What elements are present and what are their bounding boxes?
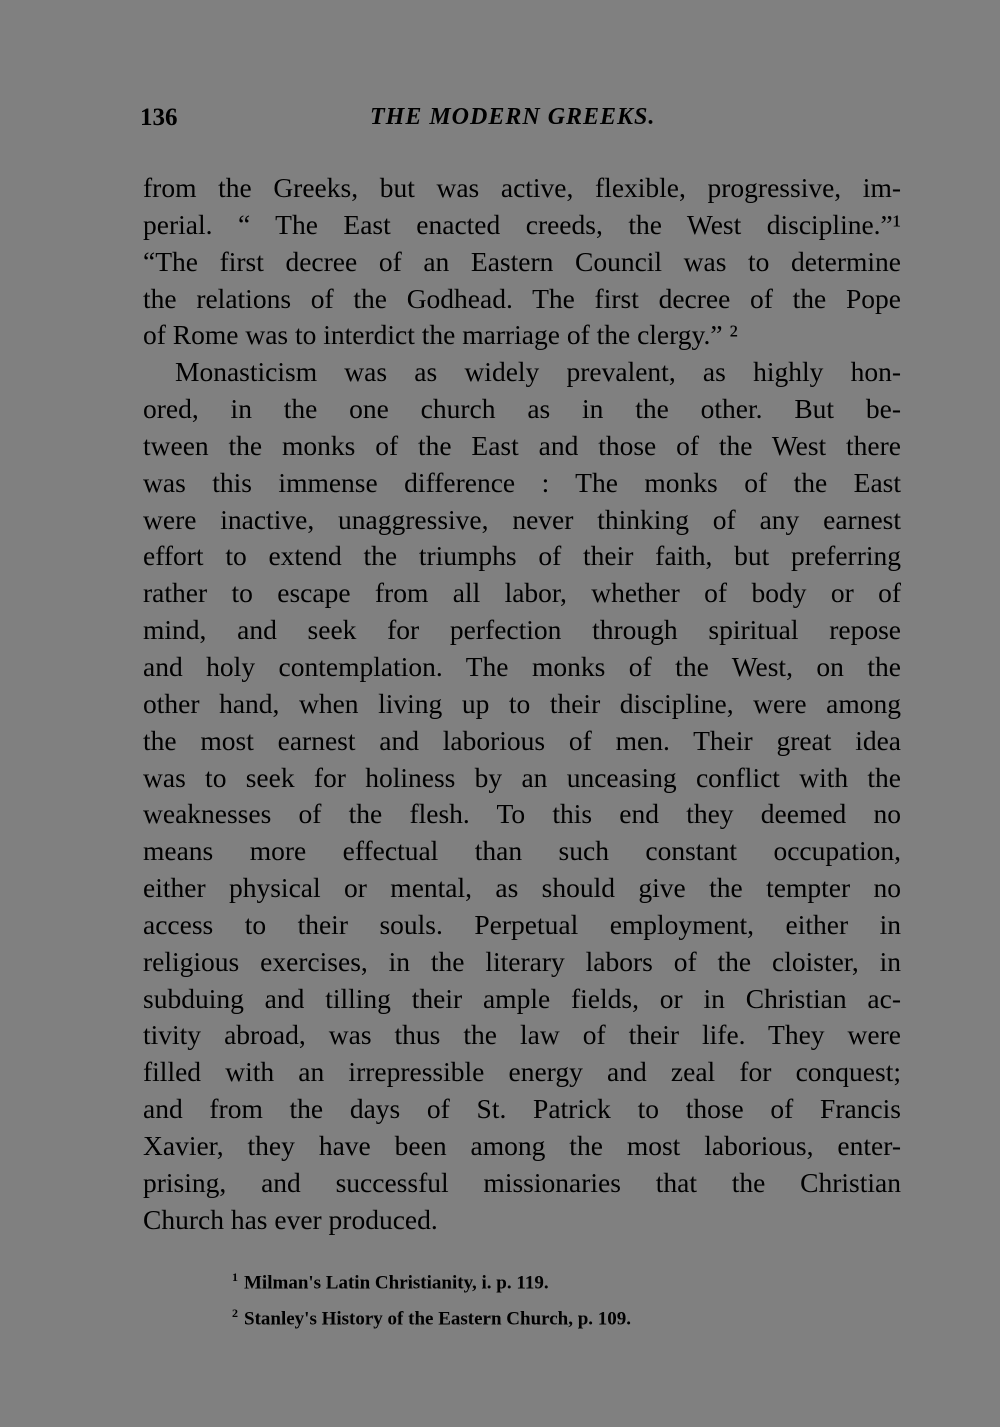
text-line: access to their souls. Perpetual employment, either in [143, 908, 901, 940]
page-number: 136 [140, 104, 178, 131]
text-line: mind, and seek for perfection through spiritual repose [143, 614, 901, 646]
text-line: and from the days of St. Patrick to those of Francis [143, 1093, 901, 1125]
text-line: other hand, when living up to their discipline, were among [143, 687, 901, 719]
text-line: were inactive, unaggressive, never thinking of any earnest [143, 503, 901, 535]
text-line: either physical or mental, as should give the tempter no [143, 872, 901, 904]
text-line: prising, and successful missionaries that the Christian [143, 1166, 901, 1198]
footnote-mark: 1 [232, 1270, 238, 1284]
text-line: “The first decree of an Eastern Council was to determine [143, 245, 901, 277]
text-line: religious exercises, in the literary labors of the cloister, in [143, 945, 901, 977]
text-line: Monasticism was as widely prevalent, as highly hon- [175, 356, 901, 388]
text-line: and holy contemplation. The monks of the West, on the [143, 650, 901, 682]
text-line: rather to escape from all labor, whether of body or of [143, 577, 901, 609]
text-line: the most earnest and laborious of men. Their great idea [143, 724, 901, 756]
footnote [232, 1298, 792, 1334]
text-line: filled with an irrepressible energy and zeal for conquest; [143, 1056, 901, 1088]
text-line: tivity abroad, was thus the law of their life. They were [143, 1019, 901, 1051]
text-line: effort to extend the triumphs of their faith, but preferring [143, 540, 901, 572]
text-line: Church has ever produced. [143, 1203, 438, 1235]
footnote-mark: 2 [232, 1306, 238, 1321]
text-line: the relations of the Godhead. The first decree of the Pope [143, 282, 901, 314]
footnote [232, 1262, 792, 1298]
footnote-text: Milman's Latin Christianity, i. p. 119. [244, 1272, 549, 1294]
text-line: means more effectual than such constant occupation, [143, 835, 901, 867]
body-text [143, 170, 901, 1238]
footnote-text: Stanley's History of the Eastern Church, p. 109. [244, 1308, 632, 1330]
running-title: THE MODERN GREEKS. [370, 104, 656, 130]
text-line: was this immense difference : The monks of the East [143, 466, 901, 498]
text-line: was to seek for holiness by an unceasing conflict with the [143, 761, 901, 793]
footnotes [232, 1262, 792, 1335]
text-line: subduing and tilling their ample fields, or in Christian ac- [143, 982, 901, 1014]
text-line: from the Greeks, but was active, flexible, progressive, im- [143, 172, 901, 203]
running-head [140, 104, 900, 140]
text-line: perial. “ The East enacted creeds, the West discipline.”¹ [143, 208, 901, 240]
text-line: Xavier, they have been among the most laborious, enter- [143, 1129, 901, 1161]
text-line: of Rome was to interdict the marriage of the clergy.” ² [143, 319, 738, 351]
text-line: ored, in the one church as in the other. But be- [143, 393, 901, 425]
text-line: tween the monks of the East and those of the West there [143, 429, 901, 461]
text-line: weaknesses of the flesh. To this end they deemed no [143, 798, 901, 830]
